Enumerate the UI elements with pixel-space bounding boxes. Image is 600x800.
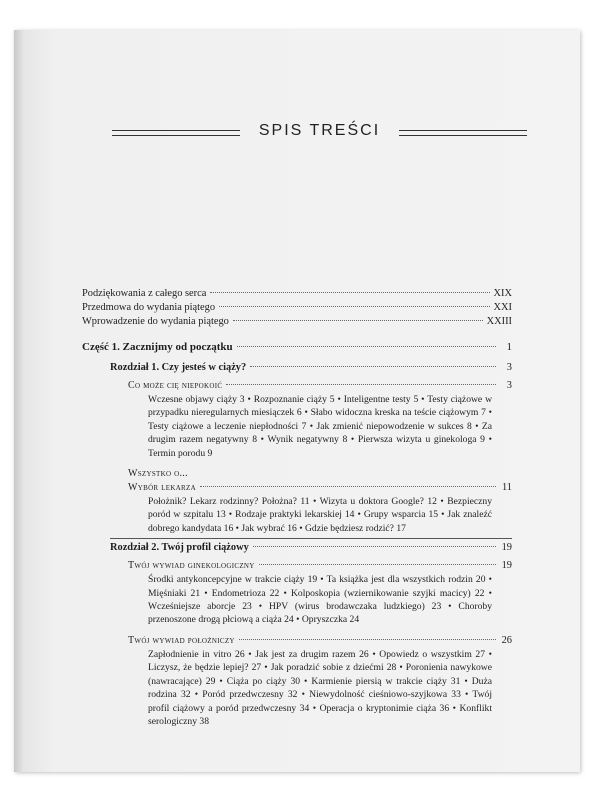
toc-entry-page: XXI — [493, 302, 512, 313]
toc-section-ch1-1[interactable] — [82, 379, 512, 393]
leader-dots — [237, 346, 496, 347]
toc-entry-label: Przedmowa do wydania piątego — [82, 302, 216, 313]
toc-section-label: Wybór lekarza — [128, 482, 196, 494]
toc-section-topics: Środki antykoncepcyjne w trakcie ciąży 19 • Ta książka jest dla wszystkich rodzin 20 • Mięśniaki 21 • Endometrioza 22 • Kolposkopia (wziernikowanie szyjki macicy) 22 • Wcześniejsze aborcje 23 • HPV (wirus brodawczaka ludzkiego) 23 • Choroby przenoszone drogą płciową a ciąża 24 • Opryszczka 24 — [148, 574, 492, 626]
toc-section-label: Twój wywiad położniczy — [128, 634, 235, 646]
page-title: SPIS TREŚCI — [258, 122, 381, 139]
toc-entry-label: Podziękowania z całego serca — [82, 288, 207, 299]
toc-title-block — [112, 122, 527, 144]
toc-chapter-label: Rozdział 2. Twój profil ciążowy — [110, 542, 249, 554]
title-rule-right — [399, 130, 527, 136]
toc-section-topics: Wczesne objawy ciąży 3 • Rozpoznanie ciąży 5 • Inteligentne testy 5 • Testy ciążowe w przypadku nieregularnych miesiączek 6 • Słabo widoczna kreska na teście ciążowym 7 • Testy ciążowe a leczenie niepłodności 7 • Jak zmienić niepowodzenie w sukces 8 • Za drugim razem negatywny 8 • Wynik negatywny 8 • Pierwsza wizyta u ginekologa 9 • Termin porodu 9 — [148, 394, 492, 459]
leader-dots — [226, 384, 496, 385]
toc-section-page: 26 — [501, 634, 512, 646]
toc-part-page: 1 — [506, 341, 512, 353]
toc-entry-front-2[interactable] — [82, 315, 512, 329]
toc-section-label: Co może cię niepokoić — [128, 380, 223, 391]
toc-section-prefix — [82, 467, 512, 481]
leader-dots — [250, 366, 496, 367]
toc-part-1[interactable] — [82, 340, 512, 354]
toc-section-ch1-2[interactable] — [82, 481, 512, 495]
toc-chapter-label: Rozdział 1. Czy jesteś w ciąży? — [110, 362, 247, 373]
toc-section-label: Twój wywiad ginekologiczny — [128, 560, 255, 572]
toc-section-page: 19 — [501, 560, 512, 572]
leader-dots — [239, 639, 496, 640]
toc-section-ch2-2[interactable] — [82, 634, 512, 648]
leader-dots — [259, 564, 496, 565]
toc-section-prefix-label: Wszystko o... — [128, 468, 188, 480]
leader-dots — [210, 292, 489, 293]
toc-chapter-2[interactable] — [82, 541, 512, 555]
leader-dots — [219, 306, 490, 307]
chapter-divider — [110, 538, 512, 539]
title-rule-left — [112, 130, 240, 136]
toc-part-label: Część 1. Zacznijmy od początku — [82, 341, 233, 353]
toc-entry-front-1[interactable] — [82, 301, 512, 315]
table-of-contents — [82, 287, 512, 728]
toc-entry-label: Wprowadzenie do wydania piątego — [82, 316, 229, 327]
toc-entry-page: XXIII — [486, 316, 512, 327]
toc-section-ch2-1[interactable] — [82, 559, 512, 573]
leader-dots — [233, 320, 483, 321]
leader-dots — [200, 486, 496, 487]
toc-section-topics: Zapłodnienie in vitro 26 • Jak jest za drugim razem 26 • Opowiedz o wszystkim 27 • Liczysz, że będzie lepiej? 27 • Jak poradzić sobie z dziećmi 28 • Poronienia nawykowe (nawracające) 29 • Ciąża po ciąży 30 • Karmienie piersią w trakcie ciąży 31 • Duża rodzina 32 • Poród przedwczesny 32 • Niewydolność cieśniowo-szyjkowa 33 • Twój profil ciążowy a poród przedwczesny 34 • Operacja o kryptonimie ciąża 36 • Konflikt serologiczny 38 — [148, 648, 492, 727]
toc-chapter-1[interactable] — [82, 361, 512, 375]
toc-section-topics: Położnik? Lekarz rodzinny? Położna? 11 • Wizyta u doktora Google? 12 • Bezpieczny poród w szpitalu 13 • Rodzaje praktyki lekarskiej 14 • Grupy wsparcia 15 • Jak znaleźć dobrego kandydata 16 • Jak wybrać 16 • Gdzie będziesz rodzić? 17 — [148, 496, 492, 534]
leader-dots — [253, 546, 496, 547]
toc-entry-page: XIX — [493, 288, 512, 299]
toc-entry-front-0[interactable] — [82, 287, 512, 301]
toc-chapter-page: 3 — [506, 362, 512, 373]
toc-chapter-page: 19 — [501, 542, 512, 554]
toc-section-page: 11 — [501, 482, 512, 494]
toc-section-page: 3 — [506, 380, 512, 391]
